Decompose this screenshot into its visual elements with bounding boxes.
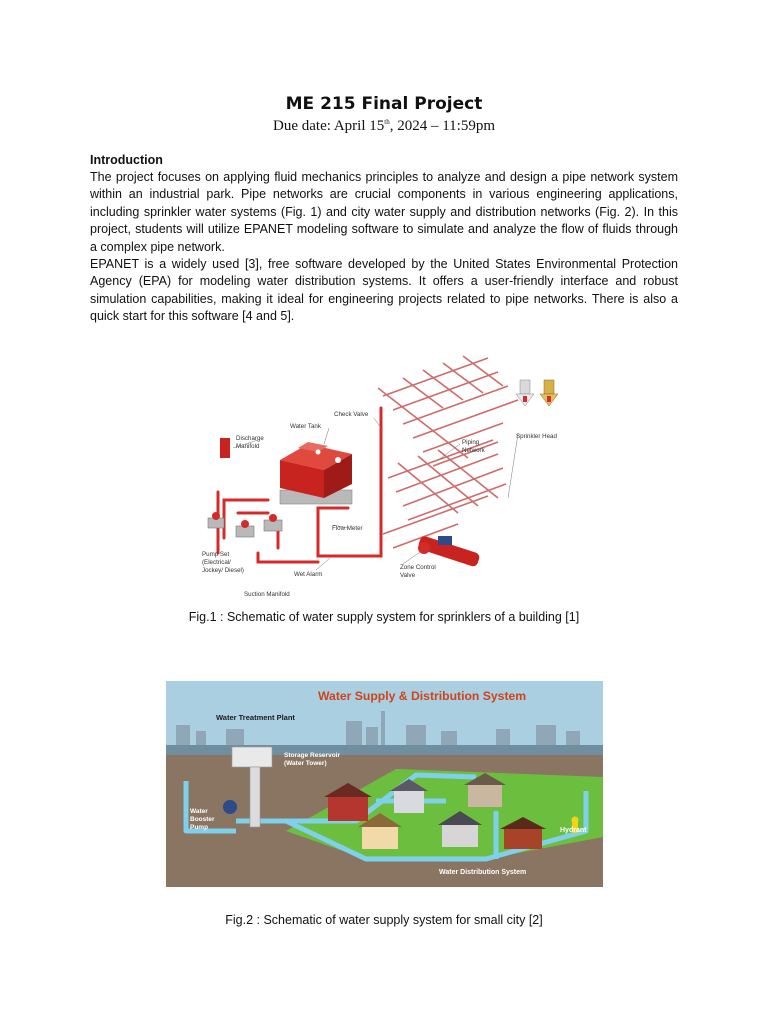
lower-branch-pipes <box>383 440 506 548</box>
due-date <box>0 118 768 135</box>
label-discharge-manifold-line1: Discharge <box>236 435 264 442</box>
label-water-distribution-system: Water Distribution System <box>439 869 527 876</box>
label-water-treatment-plant: Water Treatment Plant <box>216 713 295 722</box>
label-storage-reservoir-line1: Storage Reservoir <box>284 752 340 759</box>
banner-title: Water Supply & Distribution System <box>318 689 527 703</box>
label-sprinkler-head: Sprinkler Head <box>516 433 557 440</box>
label-hydrant: Hydrant <box>560 827 587 834</box>
label-zone-control-line2: Valve <box>400 572 416 579</box>
label-wet-alarm: Wet Alarm <box>294 571 323 578</box>
due-date-suffix: , 2024 – 11:59pm <box>389 118 495 134</box>
label-discharge-manifold-line2: Manifold <box>236 443 260 450</box>
intro-paragraph-1: The project focuses on applying fluid mechanics principles to analyze and design a pipe network system within an industrial park. Pipe networks are crucial components in various engineering applications, including sprinkler water systems (Fig. 1) and city water supply and distribution networks (Fig. 2). In this project, students will utilize EPANET modeling software to simulate and analyze the flow of fluids through a complex pipe network. <box>90 170 678 254</box>
label-pump-set-line1: Pump Set <box>202 551 230 558</box>
due-date-superscript: th <box>384 118 390 126</box>
label-booster-line2: Booster <box>190 816 215 823</box>
figure-2-city-distribution <box>166 681 603 887</box>
due-date-prefix: Due date: April 15 <box>273 118 385 134</box>
intro-paragraph-2: EPANET is a widely used [3], free software developed by the United States Environmental Protection Agency (EPA) for modeling water distribution systems. It offers a user-friendly interface and robust simulation capabilities, making it ideal for engineering projects related to pipe networks. There is also a quick start for this software [4 and 5]. <box>90 257 678 324</box>
booster-pump-icon <box>223 800 237 814</box>
figure-2-caption: Fig.2 : Schematic of water supply system for small city [2] <box>225 913 543 927</box>
label-flow-meter: Flow Meter <box>332 525 363 532</box>
label-pump-set-line2: (Electrical/ <box>202 559 231 566</box>
label-pump-set-line3: Jockey/ Diesel) <box>202 567 244 574</box>
label-water-tank: Water Tank <box>290 423 321 430</box>
zone-control-valve-icon <box>417 535 480 567</box>
label-piping-network-line1: Piping <box>462 439 480 446</box>
label-booster-line3: Pump <box>190 824 209 831</box>
label-suction-manifold: Suction Manifold <box>244 591 290 598</box>
document-title: ME 215 Final Project <box>285 94 483 114</box>
section-heading-introduction: Introduction <box>90 153 163 167</box>
label-zone-control-line1: Zone Control <box>400 564 436 571</box>
figure-1-sprinkler-schematic <box>198 348 584 600</box>
upper-branch-pipes <box>378 356 518 466</box>
label-piping-network-line2: Network <box>462 447 485 454</box>
sprinkler-head-icon <box>516 380 558 406</box>
label-storage-reservoir-line2: (Water Tower) <box>284 760 327 767</box>
figure-1-caption: Fig.1 : Schematic of water supply system for sprinklers of a building [1] <box>188 610 580 624</box>
water-tank-icon <box>280 442 352 504</box>
label-booster-line1: Water <box>190 808 208 815</box>
discharge-manifold-icon <box>220 438 230 458</box>
label-check-valve: Check Valve <box>334 411 369 418</box>
